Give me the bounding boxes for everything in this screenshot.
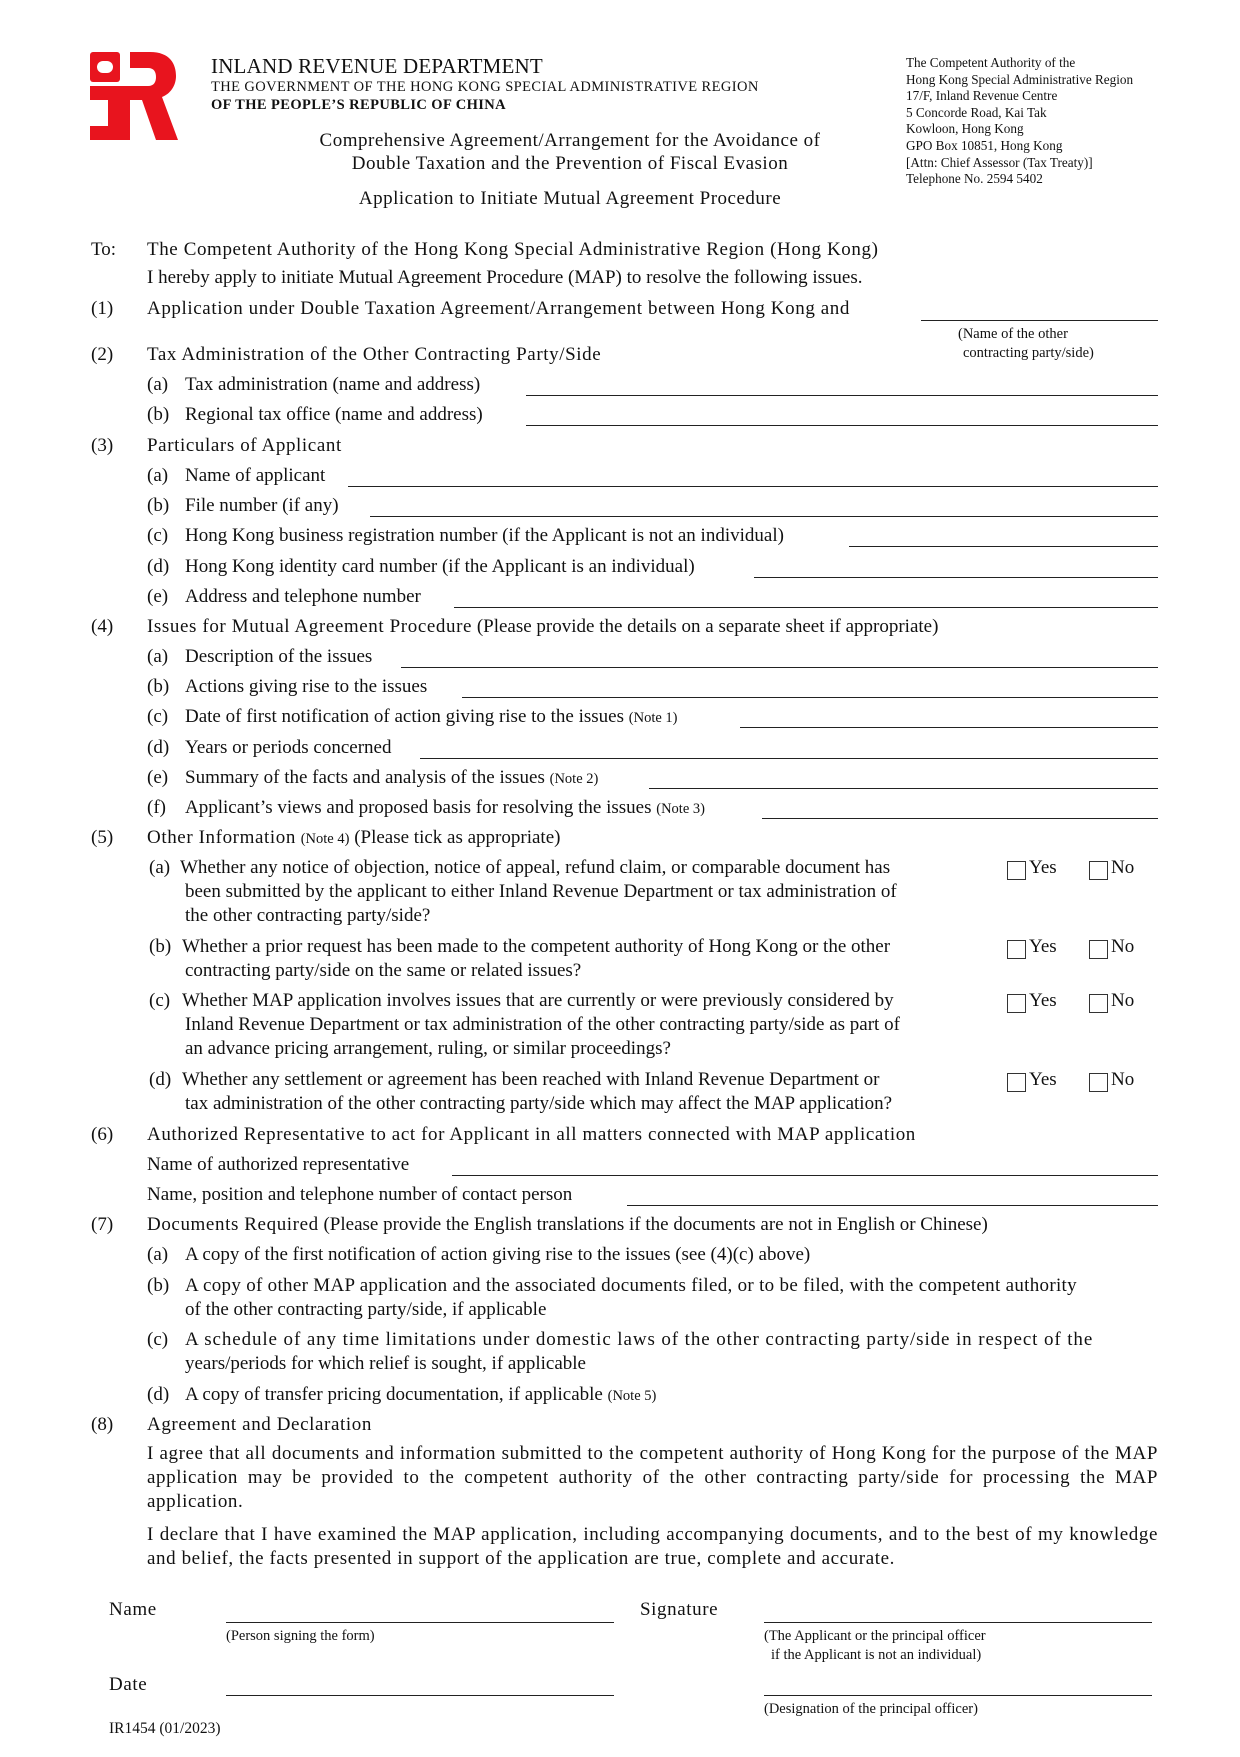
- item-label: (b): [147, 676, 170, 697]
- section-1-number: (1): [91, 298, 114, 319]
- addressee: The Competent Authority of the Hong Kong Special Administrative Region (Hong Kong): [147, 239, 879, 260]
- section-6-title: Authorized Representative to act for Applicant in all matters connected with MAP application: [147, 1124, 916, 1145]
- yes-label: Yes: [1029, 990, 1057, 1011]
- date-field[interactable]: [226, 1695, 614, 1696]
- notification-date-label: [185, 706, 677, 728]
- note-4-ref: (Note 4): [300, 831, 350, 847]
- item-label: (b): [147, 404, 170, 425]
- applicant-views-text: Applicant’s views and proposed basis for resolving the issues: [185, 797, 652, 818]
- question-b-yes-checkbox[interactable]: [1007, 940, 1026, 959]
- designation-field[interactable]: [764, 1695, 1152, 1696]
- representative-field[interactable]: [452, 1175, 1158, 1176]
- section-1-text: Application under Double Taxation Agreement/Arrangement between Hong Kong and: [147, 298, 850, 319]
- form-title-line1: Comprehensive Agreement/Arrangement for the Avoidance of: [319, 130, 821, 151]
- date-label: Date: [109, 1674, 148, 1695]
- years-periods-label: Years or periods concerned: [185, 737, 392, 758]
- other-party-hint-1: (Name of the other: [958, 326, 1068, 342]
- yes-label: Yes: [1029, 936, 1057, 957]
- contact-person-field[interactable]: [627, 1205, 1158, 1206]
- file-number-label: File number (if any): [185, 495, 339, 516]
- item-label: (d): [147, 1384, 170, 1405]
- section-4-suffix: (Please provide the details on a separate sheet if appropriate): [476, 616, 939, 637]
- question-a-yes-checkbox[interactable]: [1007, 861, 1026, 880]
- form-code: IR1454 (01/2023): [109, 1720, 221, 1737]
- years-periods-field[interactable]: [420, 758, 1158, 759]
- signature-hint-2: if the Applicant is not an individual): [771, 1647, 982, 1663]
- item-label: (d): [149, 1069, 172, 1090]
- question-a-line: Whether any notice of objection, notice of appeal, refund claim, or comparable document has: [180, 857, 891, 878]
- question-c-no-checkbox[interactable]: [1089, 994, 1108, 1013]
- other-party-field[interactable]: [921, 320, 1158, 321]
- ird-logo: [90, 52, 178, 140]
- question-c-yes-checkbox[interactable]: [1007, 994, 1026, 1013]
- section-7-suffix: (Please provide the English translations if the documents are not in English or Chinese): [323, 1214, 988, 1235]
- question-a-line: the other contracting party/side?: [185, 905, 431, 926]
- section-3-title: Particulars of Applicant: [147, 435, 342, 456]
- address-telephone-field[interactable]: [454, 607, 1158, 608]
- section-6-number: (6): [91, 1124, 114, 1145]
- section-4-title: Issues for Mutual Agreement Procedure: [147, 616, 473, 637]
- business-registration-label: Hong Kong business registration number (if the Applicant is not an individual): [185, 525, 784, 546]
- section-8-title: Agreement and Declaration: [147, 1414, 372, 1435]
- question-c-line: Whether MAP application involves issues that are currently or were previously considered by: [182, 990, 894, 1011]
- item-label: (c): [147, 525, 169, 546]
- signature-hint-1: (The Applicant or the principal officer: [764, 1628, 986, 1644]
- note-3-ref: (Note 3): [656, 801, 705, 817]
- designation-hint: (Designation of the principal officer): [764, 1701, 978, 1717]
- government-name: THE GOVERNMENT OF THE HONG KONG SPECIAL ADMINISTRATIVE REGION: [211, 79, 759, 95]
- document-c-line1: A schedule of any time limitations under domestic laws of the other contracting party/side in respect of the: [185, 1329, 1094, 1350]
- section-2-title: Tax Administration of the Other Contracting Party/Side: [147, 344, 602, 365]
- item-label: (b): [147, 1275, 170, 1296]
- section-3-number: (3): [91, 435, 114, 456]
- tax-admin-field[interactable]: [526, 395, 1158, 396]
- department-name: INLAND REVENUE DEPARTMENT: [211, 54, 543, 78]
- address-line: Kowloon, Hong Kong: [906, 121, 1024, 137]
- item-label: (a): [147, 1244, 169, 1265]
- section-7-title: Documents Required: [147, 1214, 319, 1235]
- signature-field[interactable]: [764, 1622, 1152, 1623]
- document-d-text: A copy of transfer pricing documentation, if applicable: [185, 1384, 603, 1405]
- question-c-line: Inland Revenue Department or tax administration of the other contracting party/side as part of: [185, 1014, 900, 1035]
- item-label: (b): [147, 495, 170, 516]
- name-label: Name: [109, 1599, 157, 1620]
- contact-person-label: Name, position and telephone number of contact person: [147, 1184, 573, 1205]
- note-2-ref: (Note 2): [549, 771, 599, 787]
- note-5-ref: (Note 5): [607, 1388, 657, 1404]
- applicant-name-field[interactable]: [348, 486, 1158, 487]
- address-telephone-label: Address and telephone number: [185, 586, 421, 607]
- document-c-line2: years/periods for which relief is sought, if applicable: [185, 1353, 586, 1374]
- address-line: The Competent Authority of the: [906, 55, 1076, 70]
- applicant-name-label: Name of applicant: [185, 465, 326, 486]
- item-label: (a): [149, 857, 171, 878]
- applicant-views-field[interactable]: [762, 818, 1158, 819]
- address-line: GPO Box 10851, Hong Kong: [906, 137, 1063, 153]
- question-b-line: contracting party/side on the same or related issues?: [185, 960, 582, 981]
- item-label: (c): [149, 990, 171, 1011]
- note-1-ref: (Note 1): [628, 710, 678, 726]
- item-label: (f): [147, 797, 166, 818]
- document-b-line2: of the other contracting party/side, if applicable: [185, 1299, 547, 1320]
- signature-label: Signature: [640, 1599, 719, 1620]
- regional-office-label: Regional tax office (name and address): [185, 404, 483, 425]
- item-label: (a): [147, 465, 169, 486]
- no-label: No: [1111, 990, 1135, 1011]
- item-label: (a): [147, 646, 169, 667]
- question-d-no-checkbox[interactable]: [1089, 1073, 1108, 1092]
- file-number-field[interactable]: [370, 516, 1158, 517]
- address-line: Telephone No. 2594 5402: [906, 171, 1043, 187]
- facts-summary-field[interactable]: [649, 788, 1158, 789]
- no-label: No: [1111, 936, 1135, 957]
- item-label: (a): [147, 374, 169, 395]
- section-5-suffix: (Please tick as appropriate): [354, 827, 561, 848]
- issue-description-label: Description of the issues: [185, 646, 373, 667]
- section-4-number: (4): [91, 616, 114, 637]
- no-label: No: [1111, 857, 1135, 878]
- actions-field[interactable]: [462, 697, 1158, 698]
- actions-label: Actions giving rise to the issues: [185, 676, 428, 697]
- address-line: Hong Kong Special Administrative Region: [906, 71, 1134, 87]
- business-registration-field[interactable]: [849, 546, 1158, 547]
- other-party-hint-2: contracting party/side): [963, 345, 1094, 361]
- section-2-number: (2): [91, 344, 114, 365]
- yes-label: Yes: [1029, 857, 1057, 878]
- document-a: A copy of the first notification of action giving rise to the issues (see (4)(c) above): [185, 1244, 811, 1265]
- question-d-yes-checkbox[interactable]: [1007, 1073, 1026, 1092]
- representative-label: Name of authorized representative: [147, 1154, 410, 1175]
- question-b-line: Whether a prior request has been made to the competent authority of Hong Kong or the other: [182, 936, 891, 957]
- name-hint: (Person signing the form): [226, 1628, 375, 1644]
- item-label: (d): [147, 737, 170, 758]
- question-d-line: Whether any settlement or agreement has been reached with Inland Revenue Department or: [182, 1069, 880, 1090]
- applicant-views-label: [185, 797, 705, 819]
- question-b-no-checkbox[interactable]: [1089, 940, 1108, 959]
- question-a-line: been submitted by the applicant to either Inland Revenue Department or tax administration of: [185, 881, 897, 902]
- item-label: (c): [147, 1329, 169, 1350]
- section-7-number: (7): [91, 1214, 114, 1235]
- request-text: I hereby apply to initiate Mutual Agreement Procedure (MAP) to resolve the following issues.: [147, 267, 863, 288]
- signer-name-field[interactable]: [226, 1622, 614, 1623]
- notification-date-field[interactable]: [740, 727, 1158, 728]
- facts-summary-label: [185, 767, 598, 789]
- item-label: (b): [149, 936, 172, 957]
- declaration-paragraph: I declare that I have examined the MAP application, including accompanying documents, and to the best of my knowledge and belief, the facts presented in support of the application are true, complete and accurate.: [147, 1524, 1158, 1569]
- item-label: (e): [147, 767, 169, 788]
- section-5-title: Other Information: [147, 827, 296, 848]
- question-a-no-checkbox[interactable]: [1089, 861, 1108, 880]
- address-line: 5 Concorde Road, Kai Tak: [906, 104, 1047, 120]
- item-label: (e): [147, 586, 169, 607]
- to-label: To:: [91, 239, 117, 260]
- form-title-line2: Double Taxation and the Prevention of Fiscal Evasion: [351, 153, 789, 174]
- identity-card-field[interactable]: [754, 577, 1158, 578]
- facts-summary-text: Summary of the facts and analysis of the issues: [185, 767, 545, 788]
- question-c-line: an advance pricing arrangement, ruling, or similar proceedings?: [185, 1038, 671, 1059]
- address-line: [Attn: Chief Assessor (Tax Treaty)]: [906, 154, 1093, 170]
- section-5-number: (5): [91, 827, 114, 848]
- section-5-heading: [147, 827, 560, 849]
- section-7-heading: [147, 1214, 988, 1236]
- regional-office-field[interactable]: [526, 425, 1158, 426]
- authority-address: [906, 55, 1133, 188]
- section-8-number: (8): [91, 1414, 114, 1435]
- issue-description-field[interactable]: [401, 667, 1158, 668]
- document-d: [185, 1384, 656, 1406]
- tax-admin-label: Tax administration (name and address): [185, 374, 481, 395]
- agreement-paragraph: I agree that all documents and information submitted to the competent authority of Hong Kong for the purpose of the MAP application may be provided to the competent authority of the other contracting party/side for processing the MAP application.: [147, 1443, 1158, 1512]
- yes-label: Yes: [1029, 1069, 1057, 1090]
- identity-card-label: Hong Kong identity card number (if the Applicant is an individual): [185, 556, 695, 577]
- item-label: (c): [147, 706, 169, 727]
- form-title-line3: Application to Initiate Mutual Agreement Procedure: [358, 188, 782, 209]
- address-line: 17/F, Inland Revenue Centre: [906, 88, 1058, 104]
- no-label: No: [1111, 1069, 1135, 1090]
- notification-date-text: Date of first notification of action giving rise to the issues: [185, 706, 625, 727]
- prc-name: OF THE PEOPLE’S REPUBLIC OF CHINA: [211, 97, 507, 113]
- item-label: (d): [147, 556, 170, 577]
- question-d-line: tax administration of the other contracting party/side which may affect the MAP application?: [185, 1093, 893, 1114]
- section-4-heading: [147, 616, 938, 638]
- document-b-line1: A copy of other MAP application and the associated documents filed, or to be filed, with the competent authority: [185, 1275, 1077, 1296]
